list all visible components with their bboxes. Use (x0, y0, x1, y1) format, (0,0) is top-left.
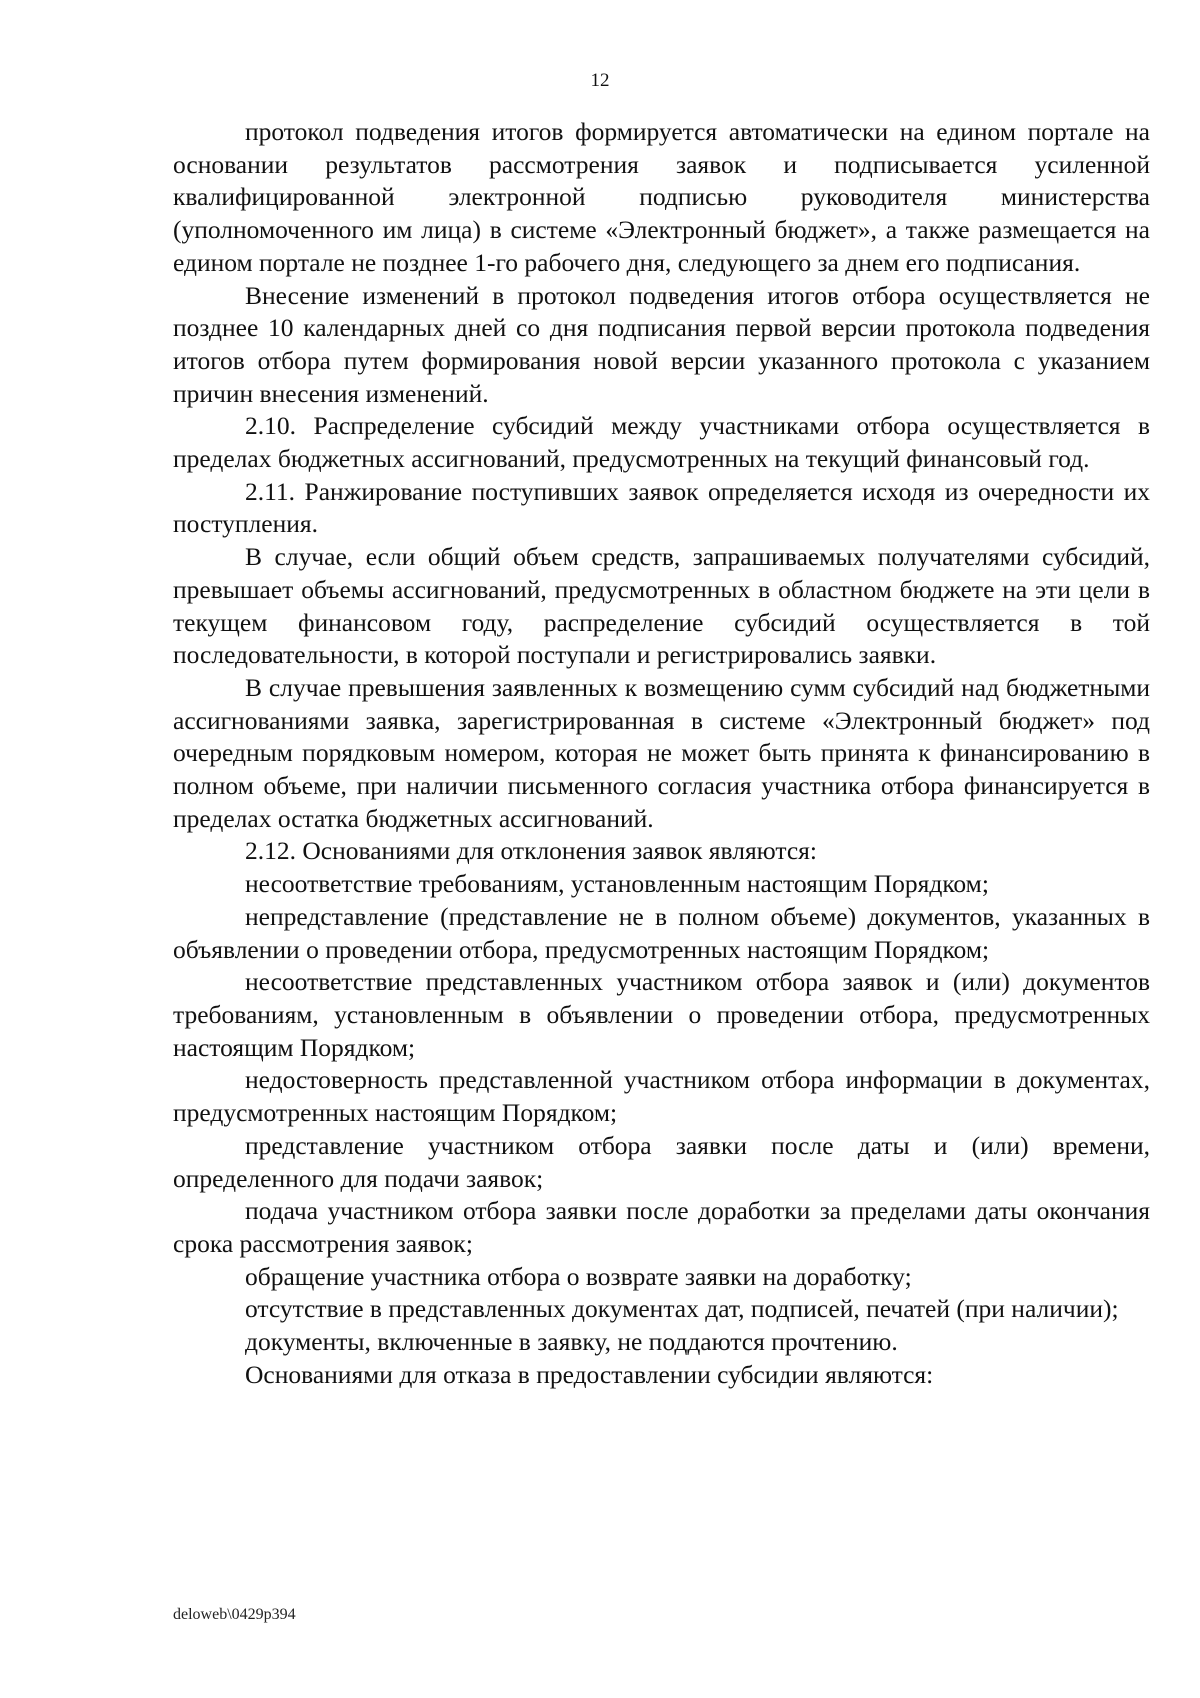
list-item-documents-nonconformity: несоответствие представленных участником отбора заявок и (или) документов требованиям, установленным в объявлении о проведении отбора, предусмотренных настоящим Порядком; (173, 967, 1150, 1062)
paragraph-subsidy-excess: В случае превышения заявленных к возмещению сумм субсидий над бюджетными ассигнованиями заявка, зарегистрированная в системе «Электронный бюджет» под очередным порядковым номером, которая не может быть принята к финансированию в полном объеме, при наличии письменного согласия участника отбора финансируется в пределах остатка бюджетных ассигнований. (173, 672, 1150, 833)
document-body (173, 116, 1150, 1391)
list-item-unreliable-info: недостоверность представленной участником отбора информации в документах, предусмотренных настоящим Порядком; (173, 1065, 1150, 1128)
list-item-nonsubmission: непредставление (представление не в полном объеме) документов, указанных в объявлении о проведении отбора, предусмотренных настоящим Порядком; (173, 901, 1150, 964)
list-item-late-submission: представление участником отбора заявки после даты и (или) времени, определенного для подачи заявок; (173, 1130, 1150, 1193)
paragraph-2-11: 2.11. Ранжирование поступивших заявок определяется исходя из очередности их поступления. (173, 476, 1150, 539)
document-code: deloweb\0429p394 (173, 1606, 296, 1623)
paragraph-refusal-grounds: Основаниями для отказа в предоставлении субсидии являются: (245, 1359, 934, 1389)
list-item-missing-signatures: отсутствие в представленных документах дат, подписей, печатей (при наличии); (245, 1294, 1119, 1324)
paragraph-2-10: 2.10. Распределение субсидий между участниками отбора осуществляется в пределах бюджетных ассигнований, предусмотренных на текущий финансовый год. (173, 411, 1150, 474)
list-item-return-request: обращение участника отбора о возврате заявки на доработку; (245, 1261, 912, 1291)
paragraph-2-12: 2.12. Основаниями для отклонения заявок являются: (245, 836, 817, 866)
list-item-late-revision: подача участником отбора заявки после доработки за пределами даты окончания срока рассмотрения заявок; (173, 1196, 1150, 1258)
paragraph-funds-exceed: В случае, если общий объем средств, запрашиваемых получателями субсидий, превышает объемы ассигнований, предусмотренных в областном бюджете на эти цели в текущем финансовом году, распределение субсидий осуществляется в той последовательности, в которой поступали и регистрировались заявки. (173, 542, 1150, 670)
list-item-unreadable-docs: документы, включенные в заявку, не поддаются прочтению. (245, 1327, 898, 1357)
paragraph-protocol-changes: Внесение изменений в протокол подведения итогов отбора осуществляется не позднее 10 календарных дней со дня подписания первой версии протокола подведения итогов отбора путем формирования новой версии указанного протокола с указанием причин внесения изменений. (173, 280, 1150, 408)
paragraph-protocol-summary: протокол подведения итогов формируется автоматически на едином портале на основании результатов рассмотрения заявок и подписывается усиленной квалифицированной электронной подписью руководителя министерства (уполномоченного им лица) в системе «Электронный бюджет», а также размещается на едином портале не позднее 1-го рабочего дня, следующего за днем его подписания. (173, 117, 1150, 277)
list-item-nonconformity: несоответствие требованиям, установленным настоящим Порядком; (245, 869, 989, 899)
page-number: 12 (590, 70, 610, 91)
